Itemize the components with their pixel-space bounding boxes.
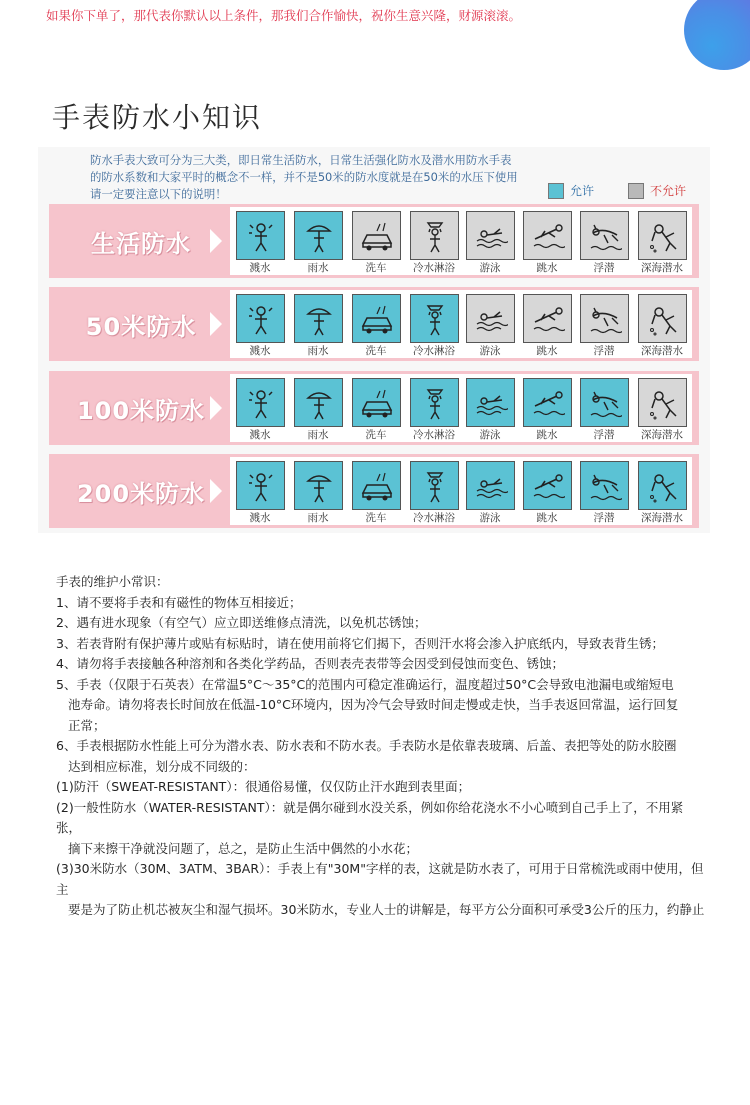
activity-cell	[632, 457, 692, 525]
swimming-icon	[466, 294, 515, 343]
activity-caption: 浮潜	[593, 345, 615, 357]
order-notice: 如果你下单了，那代表你默认以上条件，那我们合作愉快，祝你生意兴隆，财源滚滚。	[46, 8, 522, 23]
activity-caption: 冷水淋浴	[413, 262, 455, 274]
deep-sea-diving-icon	[638, 211, 687, 260]
activity-caption: 溅水	[249, 345, 271, 357]
activity-caption: 洗车	[365, 512, 387, 524]
diving-icon	[523, 294, 572, 343]
care-line: 要是为了防止机芯被灰尘和湿气损坏。30米防水，专业人士的讲解是，每平方公分面积可承受3公斤的压力，约静止	[68, 902, 705, 917]
page-title: 手表防水小知识	[52, 101, 263, 134]
activity-cell	[230, 207, 290, 275]
care-line: 6、手表根据防水性能上可分为潜水表、防水表和不防水表。手表防水是依靠表玻璃、后盖、表把等处的防水胶圈	[56, 738, 677, 753]
activity-cell	[230, 374, 290, 442]
deep-sea-diving-icon	[638, 294, 687, 343]
care-line: (2)一般性防水（WATER-RESISTANT）：就是偶尔碰到水没关系，例如你给花浇水不小心喷到自己手上了，不用紧张，	[56, 799, 684, 835]
decorative-circle	[684, 0, 750, 70]
row-rating-label: 100米防水	[76, 396, 206, 425]
snorkeling-icon	[580, 378, 629, 427]
watch-care-tips	[56, 572, 706, 921]
splash-icon	[236, 211, 285, 260]
activity-caption: 冷水淋浴	[413, 345, 455, 357]
row-rating-label: 50米防水	[85, 312, 197, 341]
activity-cell	[632, 207, 692, 275]
care-line: 摘下来擦干净就没问题了，总之，是防止生活中偶然的小水花；	[68, 840, 419, 856]
activity-cell	[346, 457, 406, 525]
legend-allowed	[548, 182, 594, 199]
snorkeling-icon	[580, 211, 629, 260]
row-arrow-icon	[210, 396, 222, 420]
activity-caption: 深海潜水	[641, 345, 683, 357]
diving-icon	[523, 378, 572, 427]
activity-caption: 跳水	[536, 262, 558, 274]
swimming-icon	[466, 378, 515, 427]
activity-caption: 溅水	[249, 262, 271, 274]
activity-caption: 雨水	[307, 429, 329, 441]
care-line: 2、遇有进水现象（有空气）应立即送维修点清洗，以免机芯锈蚀；	[56, 615, 427, 630]
activity-caption: 跳水	[536, 345, 558, 357]
activity-cell	[632, 374, 692, 442]
activity-caption: 冷水淋浴	[413, 429, 455, 441]
deep-sea-diving-icon	[638, 378, 687, 427]
activity-cell	[574, 457, 634, 525]
row-arrow-icon	[210, 479, 222, 503]
activity-caption: 浮潜	[593, 262, 615, 274]
activity-caption: 雨水	[307, 345, 329, 357]
rain-icon	[294, 211, 343, 260]
activity-caption: 洗车	[365, 429, 387, 441]
diving-icon	[523, 461, 572, 510]
swimming-icon	[466, 211, 515, 260]
row-arrow-icon	[210, 312, 222, 336]
rain-icon	[294, 294, 343, 343]
activity-caption: 雨水	[307, 512, 329, 524]
legend-not-allowed-swatch	[628, 183, 644, 199]
chart-intro: 防水手表大致可分为三大类，即日常生活防水，日常生活强化防水及潜水用防水手表的防水系数和大家平时的概念不一样，并不是50米的防水度就是在50米的水压下使用请一定要注意以下的说明！	[90, 153, 518, 201]
rain-icon	[294, 378, 343, 427]
activity-caption: 洗车	[365, 262, 387, 274]
activity-cell	[230, 290, 290, 358]
activity-caption: 深海潜水	[641, 262, 683, 274]
activity-cell	[574, 374, 634, 442]
activity-cell	[288, 290, 348, 358]
car-wash-icon	[352, 378, 401, 427]
row-rating-label: 生活防水	[91, 229, 191, 258]
activity-cell	[574, 207, 634, 275]
diving-icon	[523, 211, 572, 260]
row-rating-label: 200米防水	[76, 479, 206, 508]
activity-cell	[230, 457, 290, 525]
activity-caption: 游泳	[479, 262, 501, 274]
care-line: 4、请勿将手表接触各种溶剂和各类化学药品，否则表壳表带等会因受到侵蚀而变色、锈蚀；	[56, 656, 564, 671]
activity-caption: 溅水	[249, 429, 271, 441]
activity-caption: 冷水淋浴	[413, 512, 455, 524]
care-line: (3)30米防水（30M、3ATM、3BAR）：手表上有"30M"字样的表，这就是防水表了，可用于日常梳洗或雨中使用，但主	[56, 861, 704, 897]
care-line: 1、请不要将手表和有磁性的物体互相接近；	[56, 594, 302, 610]
care-line: (1)防汗（SWEAT-RESISTANT）：很通俗易懂，仅仅防止汗水跑到表里面；	[56, 779, 471, 794]
shower-icon	[410, 211, 459, 260]
activity-cell	[632, 290, 692, 358]
care-line: 3、若表背附有保护薄片或贴有标贴时，请在使用前将它们揭下，否则汗水将会渗入护底纸内，导致表背生锈；	[56, 635, 664, 651]
care-line: 池寿命。请勿将表长时间放在低温-10°C环境内，因为冷气会导致时间走慢或走快，当手表返回常温，运行回复	[68, 697, 679, 712]
activity-caption: 跳水	[536, 429, 558, 441]
activity-caption: 游泳	[479, 512, 501, 524]
activity-cell	[346, 374, 406, 442]
car-wash-icon	[352, 461, 401, 510]
legend-not-allowed	[628, 182, 686, 199]
activity-cell	[288, 207, 348, 275]
care-line: 正常；	[68, 717, 106, 733]
swimming-icon	[466, 461, 515, 510]
car-wash-icon	[352, 294, 401, 343]
legend-not-allowed-label: 不允许	[650, 184, 687, 198]
activity-cell	[574, 290, 634, 358]
snorkeling-icon	[580, 461, 629, 510]
care-line: 达到相应标准，划分成不同级的：	[68, 758, 256, 774]
activity-caption: 游泳	[479, 345, 501, 357]
splash-icon	[236, 378, 285, 427]
care-line: 手表的维护小常识：	[56, 574, 169, 589]
shower-icon	[410, 294, 459, 343]
activity-caption: 深海潜水	[641, 512, 683, 524]
shower-icon	[410, 378, 459, 427]
splash-icon	[236, 461, 285, 510]
rain-icon	[294, 461, 343, 510]
car-wash-icon	[352, 211, 401, 260]
activity-caption: 洗车	[365, 345, 387, 357]
care-line: 5、手表（仅限于石英表）在常温5°C～35°C的范围内可稳定准确运行，温度超过50°C会导致电池漏电或缩短电	[56, 676, 674, 692]
row-arrow-icon	[210, 229, 222, 253]
activity-cell	[346, 207, 406, 275]
activity-caption: 浮潜	[593, 512, 615, 524]
snorkeling-icon	[580, 294, 629, 343]
activity-cell	[346, 290, 406, 358]
splash-icon	[236, 294, 285, 343]
activity-caption: 跳水	[536, 512, 558, 524]
legend-allowed-swatch	[548, 183, 564, 199]
activity-cell	[288, 374, 348, 442]
activity-caption: 浮潜	[593, 429, 615, 441]
legend-allowed-label: 允许	[570, 184, 595, 198]
activity-caption: 深海潜水	[641, 429, 683, 441]
shower-icon	[410, 461, 459, 510]
activity-caption: 溅水	[249, 512, 271, 524]
activity-cell	[288, 457, 348, 525]
activity-caption: 雨水	[307, 262, 329, 274]
deep-sea-diving-icon	[638, 461, 687, 510]
activity-caption: 游泳	[479, 429, 501, 441]
